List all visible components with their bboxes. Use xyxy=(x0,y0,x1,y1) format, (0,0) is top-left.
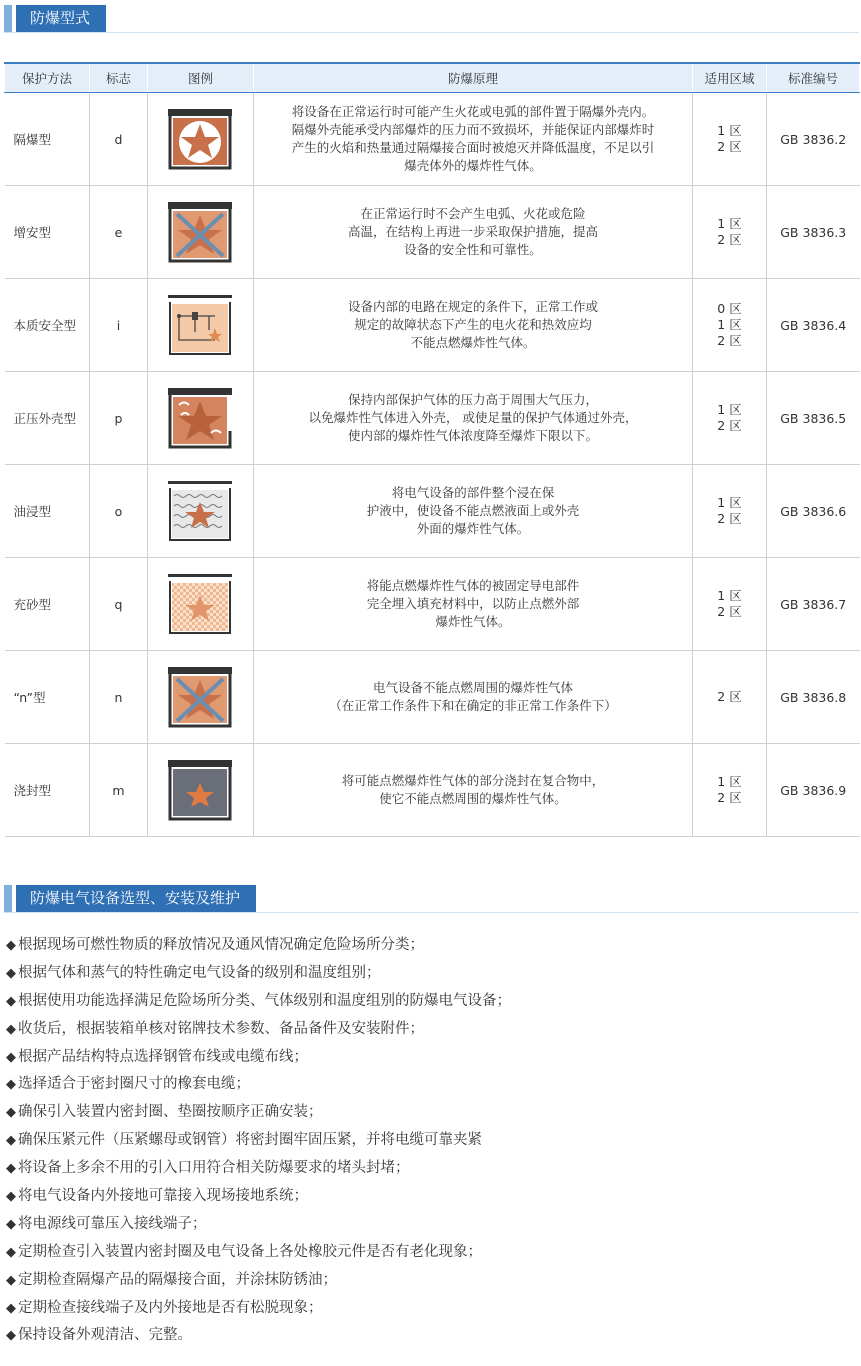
list-item xyxy=(6,1183,511,1211)
zone-label: 1 区 xyxy=(717,774,742,789)
guideline-list xyxy=(6,932,511,1350)
divider xyxy=(4,912,859,913)
principle-line: 外面的爆炸性气体。 xyxy=(416,521,530,536)
standard-number: GB 3836.8 xyxy=(767,651,860,744)
principle-line: 隔爆外壳能承受内部爆炸的压力而不致损坏，并能保证内部爆炸时 xyxy=(291,122,655,137)
principle-line: 高温，在结构上再进一步采取保护措施，提高 xyxy=(347,224,598,239)
diamond-bullet-icon: ◆ xyxy=(6,1244,16,1260)
principle-line: 产生的火焰和热量通过隔爆接合面时被熄灭并降低温度，不足以引 xyxy=(291,140,655,155)
protection-method: 增安型 xyxy=(5,186,90,279)
zone-label: 1 区 xyxy=(717,123,742,138)
principle-line: （在正常工作条件下和在确定的非正常工作条件下） xyxy=(329,698,617,713)
header-standard: 标准编号 xyxy=(767,63,860,93)
list-item xyxy=(6,1239,511,1267)
header-zone: 适用区域 xyxy=(693,63,767,93)
zone-label: 1 区 xyxy=(717,495,742,510)
list-item xyxy=(6,960,511,988)
applicable-zone xyxy=(693,744,767,837)
zone-label: 1 区 xyxy=(717,216,742,231)
header-principle: 防爆原理 xyxy=(254,63,693,93)
protection-method: 油浸型 xyxy=(5,465,90,558)
principle-line: 将设备在正常运行时可能产生火花或电弧的部件置于隔爆外壳内。 xyxy=(291,104,655,119)
protection-method: 本质安全型 xyxy=(5,279,90,372)
standard-number: GB 3836.5 xyxy=(767,372,860,465)
header-mark: 标志 xyxy=(90,63,148,93)
section-title: 防爆型式 xyxy=(16,5,106,32)
list-item-text: 确保引入装置内密封圈、垫圈按顺序正确安装； xyxy=(18,1104,323,1121)
zone-label: 2 区 xyxy=(717,511,742,526)
list-item-text: 将设备上多余不用的引入口用符合相关防爆要求的堵头封堵； xyxy=(18,1160,410,1177)
principle-line: 爆壳体外的爆炸性气体。 xyxy=(404,158,542,173)
flameproof-icon xyxy=(165,106,237,172)
standard-number: GB 3836.9 xyxy=(767,744,860,837)
principle-line: 电气设备不能点燃周围的爆炸性气体 xyxy=(372,680,573,695)
list-item xyxy=(6,1099,511,1127)
principle-line: 以免爆炸性气体进入外壳， 或使足量的保护气体通过外壳， xyxy=(308,410,638,425)
table-row xyxy=(5,372,860,465)
legend-cell xyxy=(148,279,254,372)
diamond-bullet-icon: ◆ xyxy=(6,1161,16,1177)
table-row xyxy=(5,186,860,279)
protection-principle xyxy=(254,279,693,372)
diamond-bullet-icon: ◆ xyxy=(6,938,16,953)
protection-principle xyxy=(254,558,693,651)
diamond-bullet-icon: ◆ xyxy=(6,1133,16,1149)
list-item xyxy=(6,1295,511,1323)
standard-number: GB 3836.4 xyxy=(767,279,860,372)
list-item xyxy=(6,1071,511,1099)
standard-number: GB 3836.2 xyxy=(767,93,860,186)
zone-label: 2 区 xyxy=(717,333,742,348)
list-item-text: 收货后，根据装箱单核对铭牌技术参数、备品备件及安装附件； xyxy=(18,1020,424,1037)
table-row xyxy=(5,651,860,744)
standard-number: GB 3836.6 xyxy=(767,465,860,558)
list-item xyxy=(6,1322,511,1350)
standard-number: GB 3836.7 xyxy=(767,558,860,651)
legend-cell xyxy=(148,744,254,837)
zone-label: 1 区 xyxy=(717,402,742,417)
intrinsic-safety-icon xyxy=(165,292,237,358)
list-item-text: 定期检查引入装置内密封圈及电气设备上各处橡胶元件是否有老化现象； xyxy=(18,1243,482,1260)
protection-method: 隔爆型 xyxy=(5,93,90,186)
legend-cell xyxy=(148,186,254,279)
diamond-bullet-icon: ◆ xyxy=(6,965,16,981)
list-item-text: 根据现场可燃性物质的释放情况及通风情况确定危险场所分类； xyxy=(18,937,424,953)
legend-cell xyxy=(148,465,254,558)
list-item-text: 选择适合于密封圈尺寸的橡套电缆； xyxy=(18,1076,250,1093)
increased-safety-icon xyxy=(165,199,237,265)
zone-label: 0 区 xyxy=(717,301,742,316)
list-item-text: 将电气设备内外接地可靠接入现场接地系统； xyxy=(18,1188,308,1205)
diamond-bullet-icon: ◆ xyxy=(6,1300,16,1316)
protection-mark: n xyxy=(90,651,148,744)
protection-principle xyxy=(254,744,693,837)
diamond-bullet-icon: ◆ xyxy=(6,1272,16,1288)
header-accent-bar xyxy=(4,885,12,912)
diamond-bullet-icon: ◆ xyxy=(6,993,16,1009)
applicable-zone xyxy=(693,186,767,279)
principle-line: 爆炸性气体。 xyxy=(435,614,511,629)
protection-method: 正压外壳型 xyxy=(5,372,90,465)
principle-line: 保持内部保护气体的压力高于周围大气压力， xyxy=(347,392,598,407)
list-item-text: 定期检查接线端子及内外接地是否有松脱现象； xyxy=(18,1299,323,1316)
protection-mark: e xyxy=(90,186,148,279)
protection-principle xyxy=(254,372,693,465)
protection-mark: m xyxy=(90,744,148,837)
table-row xyxy=(5,744,860,837)
zone-label: 2 区 xyxy=(717,790,742,805)
list-item xyxy=(6,1044,511,1072)
list-item xyxy=(6,1016,511,1044)
principle-line: 不能点燃爆炸性气体。 xyxy=(410,335,536,350)
section-title: 防爆电气设备选型、安装及维护 xyxy=(16,885,256,912)
zone-label: 2 区 xyxy=(717,418,742,433)
list-item-text: 保持设备外观清洁、完整。 xyxy=(18,1327,192,1344)
principle-line: 使它不能点燃周围的爆炸性气体。 xyxy=(379,791,567,806)
table-row xyxy=(5,279,860,372)
zone-label: 2 区 xyxy=(717,232,742,247)
protection-mark: i xyxy=(90,279,148,372)
list-item-text: 根据产品结构特点选择钢管布线或电缆布线； xyxy=(18,1048,308,1065)
list-item-text: 确保压紧元件（压紧螺母或钢管）将密封圈牢固压紧，并将电缆可靠夹紧 xyxy=(18,1132,482,1149)
header-legend: 图例 xyxy=(148,63,254,93)
legend-cell xyxy=(148,372,254,465)
header-method: 保护方法 xyxy=(5,63,90,93)
diamond-bullet-icon: ◆ xyxy=(6,1328,16,1344)
zone-label: 1 区 xyxy=(717,317,742,332)
principle-line: 完全埋入填充材料中，以防止点燃外部 xyxy=(366,596,580,611)
principle-line: 使内部的爆炸性气体浓度降至爆炸下限以下。 xyxy=(347,428,598,443)
applicable-zone xyxy=(693,279,767,372)
diamond-bullet-icon: ◆ xyxy=(6,1216,16,1232)
divider xyxy=(4,32,859,33)
zone-label: 2 区 xyxy=(717,604,742,619)
standard-number: GB 3836.3 xyxy=(767,186,860,279)
list-item xyxy=(6,1267,511,1295)
protection-mark: q xyxy=(90,558,148,651)
encapsulation-icon xyxy=(165,757,237,823)
pressurized-icon xyxy=(165,385,237,451)
principle-line: 在正常运行时不会产生电弧、火花或危险 xyxy=(360,206,586,221)
principle-line: 将电气设备的部件整个浸在保 xyxy=(391,485,555,500)
principle-line: 设备内部的电路在规定的条件下，正常工作或 xyxy=(347,299,598,314)
protection-method: 浇封型 xyxy=(5,744,90,837)
explosion-protection-table xyxy=(4,62,860,837)
applicable-zone xyxy=(693,93,767,186)
protection-mark: p xyxy=(90,372,148,465)
diamond-bullet-icon: ◆ xyxy=(6,1077,16,1093)
diamond-bullet-icon: ◆ xyxy=(6,1021,16,1037)
principle-line: 规定的故障状态下产生的电火花和热效应均 xyxy=(354,317,592,332)
type-n-icon xyxy=(165,664,237,730)
powder-filling-icon xyxy=(165,571,237,637)
legend-cell xyxy=(148,651,254,744)
list-item xyxy=(6,988,511,1016)
protection-principle xyxy=(254,651,693,744)
list-item xyxy=(6,932,511,960)
header-accent-bar xyxy=(4,5,12,32)
protection-principle xyxy=(254,186,693,279)
list-item-text: 将电源线可靠压入接线端子； xyxy=(18,1215,207,1232)
table-row xyxy=(5,558,860,651)
principle-line: 将能点燃爆炸性气体的被固定导电部件 xyxy=(366,578,580,593)
principle-line: 护液中，使设备不能点燃液面上或外壳 xyxy=(366,503,580,518)
table-header-row xyxy=(5,63,860,93)
applicable-zone xyxy=(693,372,767,465)
protection-method: 充砂型 xyxy=(5,558,90,651)
applicable-zone xyxy=(693,651,767,744)
applicable-zone xyxy=(693,558,767,651)
list-item-text: 根据使用功能选择满足危险场所分类、气体级别和温度组别的防爆电气设备； xyxy=(18,992,511,1009)
zone-label: 2 区 xyxy=(717,139,742,154)
protection-mark: d xyxy=(90,93,148,186)
protection-principle xyxy=(254,465,693,558)
list-item xyxy=(6,1155,511,1183)
table-row xyxy=(5,465,860,558)
section-header-selection-installation xyxy=(4,885,256,912)
applicable-zone xyxy=(693,465,767,558)
diamond-bullet-icon: ◆ xyxy=(6,1049,16,1065)
zone-label: 2 区 xyxy=(717,689,742,704)
zone-label: 1 区 xyxy=(717,588,742,603)
diamond-bullet-icon: ◆ xyxy=(6,1105,16,1121)
protection-principle xyxy=(254,93,693,186)
list-item xyxy=(6,1211,511,1239)
protection-mark: o xyxy=(90,465,148,558)
principle-line: 设备的安全性和可靠性。 xyxy=(404,242,542,257)
list-item-text: 定期检查隔爆产品的隔爆接合面，并涂抹防锈油； xyxy=(18,1271,337,1288)
list-item-text: 根据气体和蒸气的特性确定电气设备的级别和温度组别； xyxy=(18,964,381,981)
section-header-explosion-types xyxy=(4,5,106,32)
diamond-bullet-icon: ◆ xyxy=(6,1189,16,1205)
legend-cell xyxy=(148,93,254,186)
protection-method: “n”型 xyxy=(5,651,90,744)
legend-cell xyxy=(148,558,254,651)
oil-immersion-icon xyxy=(165,478,237,544)
table-row xyxy=(5,93,860,186)
principle-line: 将可能点燃爆炸性气体的部分浇封在复合物中， xyxy=(341,773,605,788)
list-item xyxy=(6,1127,511,1155)
